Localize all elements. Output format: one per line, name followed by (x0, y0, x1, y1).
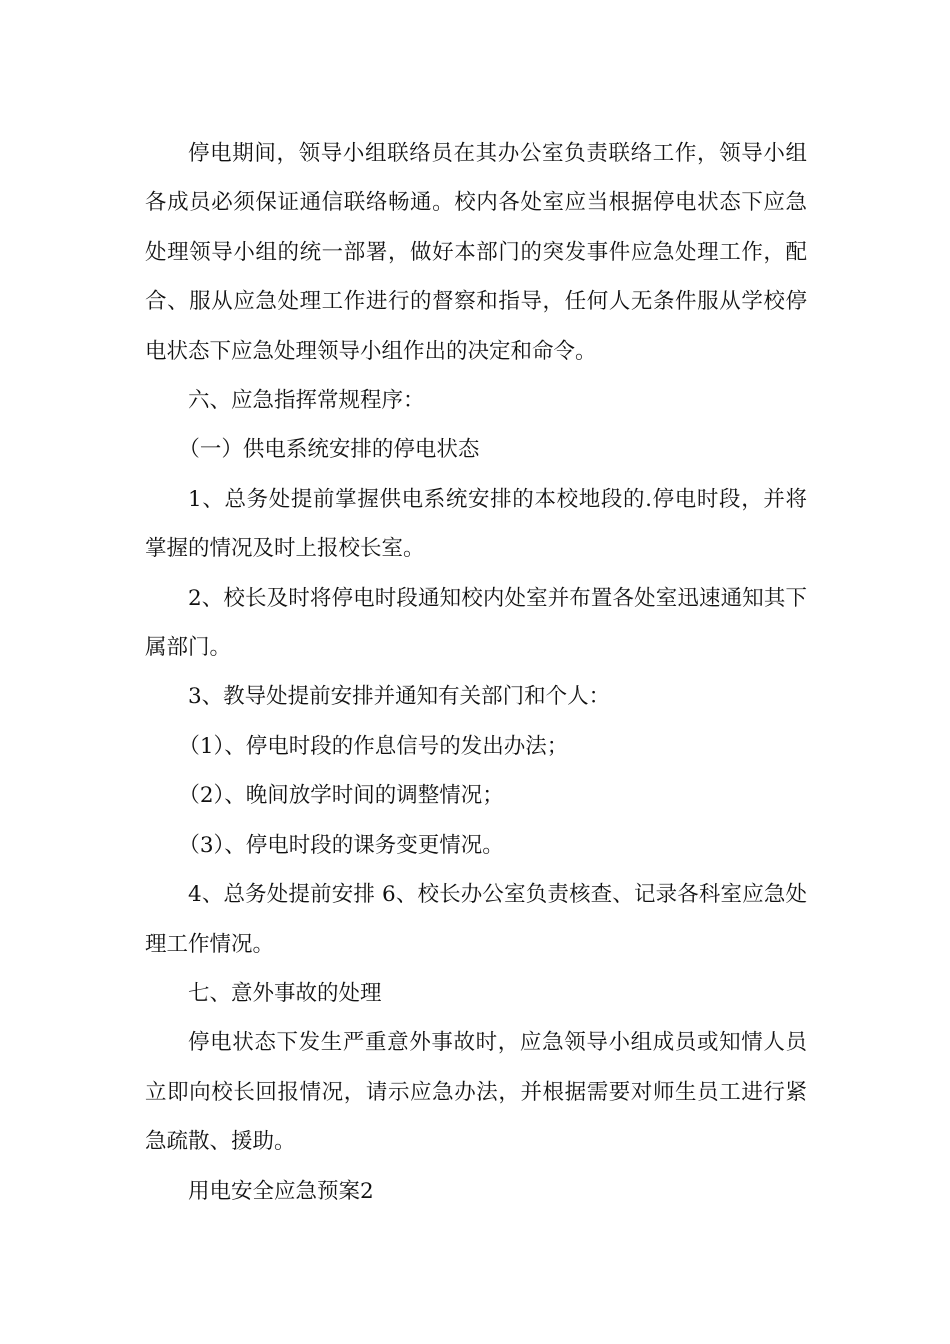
paragraph-accident-response: 停电状态下发生严重意外事故时，应急领导小组成员或知情人员立即向校长回报情况，请示应急办法，并根据需要对师生员工进行紧急疏散、援助。 (145, 1030, 807, 1155)
document-body (145, 129, 807, 1216)
paragraph-power-outage-liaison: 停电期间，领导小组联络员在其办公室负责联络工作，领导小组各成员必须保证通信联络畅通。校内各处室应当根据停电状态下应急处理领导小组的统一部署，做好本部门的突发事件应急处理工作，配合、服从应急处理工作进行的督察和指导，任何人无条件服从学校停电状态下应急处理领导小组作出的决定和命令。 (145, 141, 807, 364)
sub-item-2: （2）、晚间放学时间的调整情况； (178, 783, 504, 809)
document-subtitle-safety-plan-2: 用电安全应急预案2 (188, 1178, 374, 1204)
section-heading-command-procedure: 六、应急指挥常规程序： (188, 388, 425, 414)
list-item-2: 2、校长及时将停电时段通知校内处室并布置各处室迅速通知其下属部门。 (145, 585, 807, 661)
list-item-1: 1、总务处提前掌握供电系统安排的本校地段的.停电时段，并将掌握的情况及时上报校长室。 (145, 486, 807, 562)
subsection-heading-scheduled-outage: （一）供电系统安排的停电状态 (178, 437, 480, 463)
list-item-4: 4、总务处提前安排 6、校长办公室负责核查、记录各科室应急处理工作情况。 (145, 882, 807, 957)
sub-item-3: （3）、停电时段的课务变更情况。 (178, 832, 504, 858)
list-item-3: 3、教导处提前安排并通知有关部门和个人： (188, 684, 611, 710)
section-heading-accident-handling: 七、意外事故的处理 (188, 980, 382, 1006)
sub-item-1: （1）、停电时段的作息信号的发出办法； (178, 733, 569, 759)
